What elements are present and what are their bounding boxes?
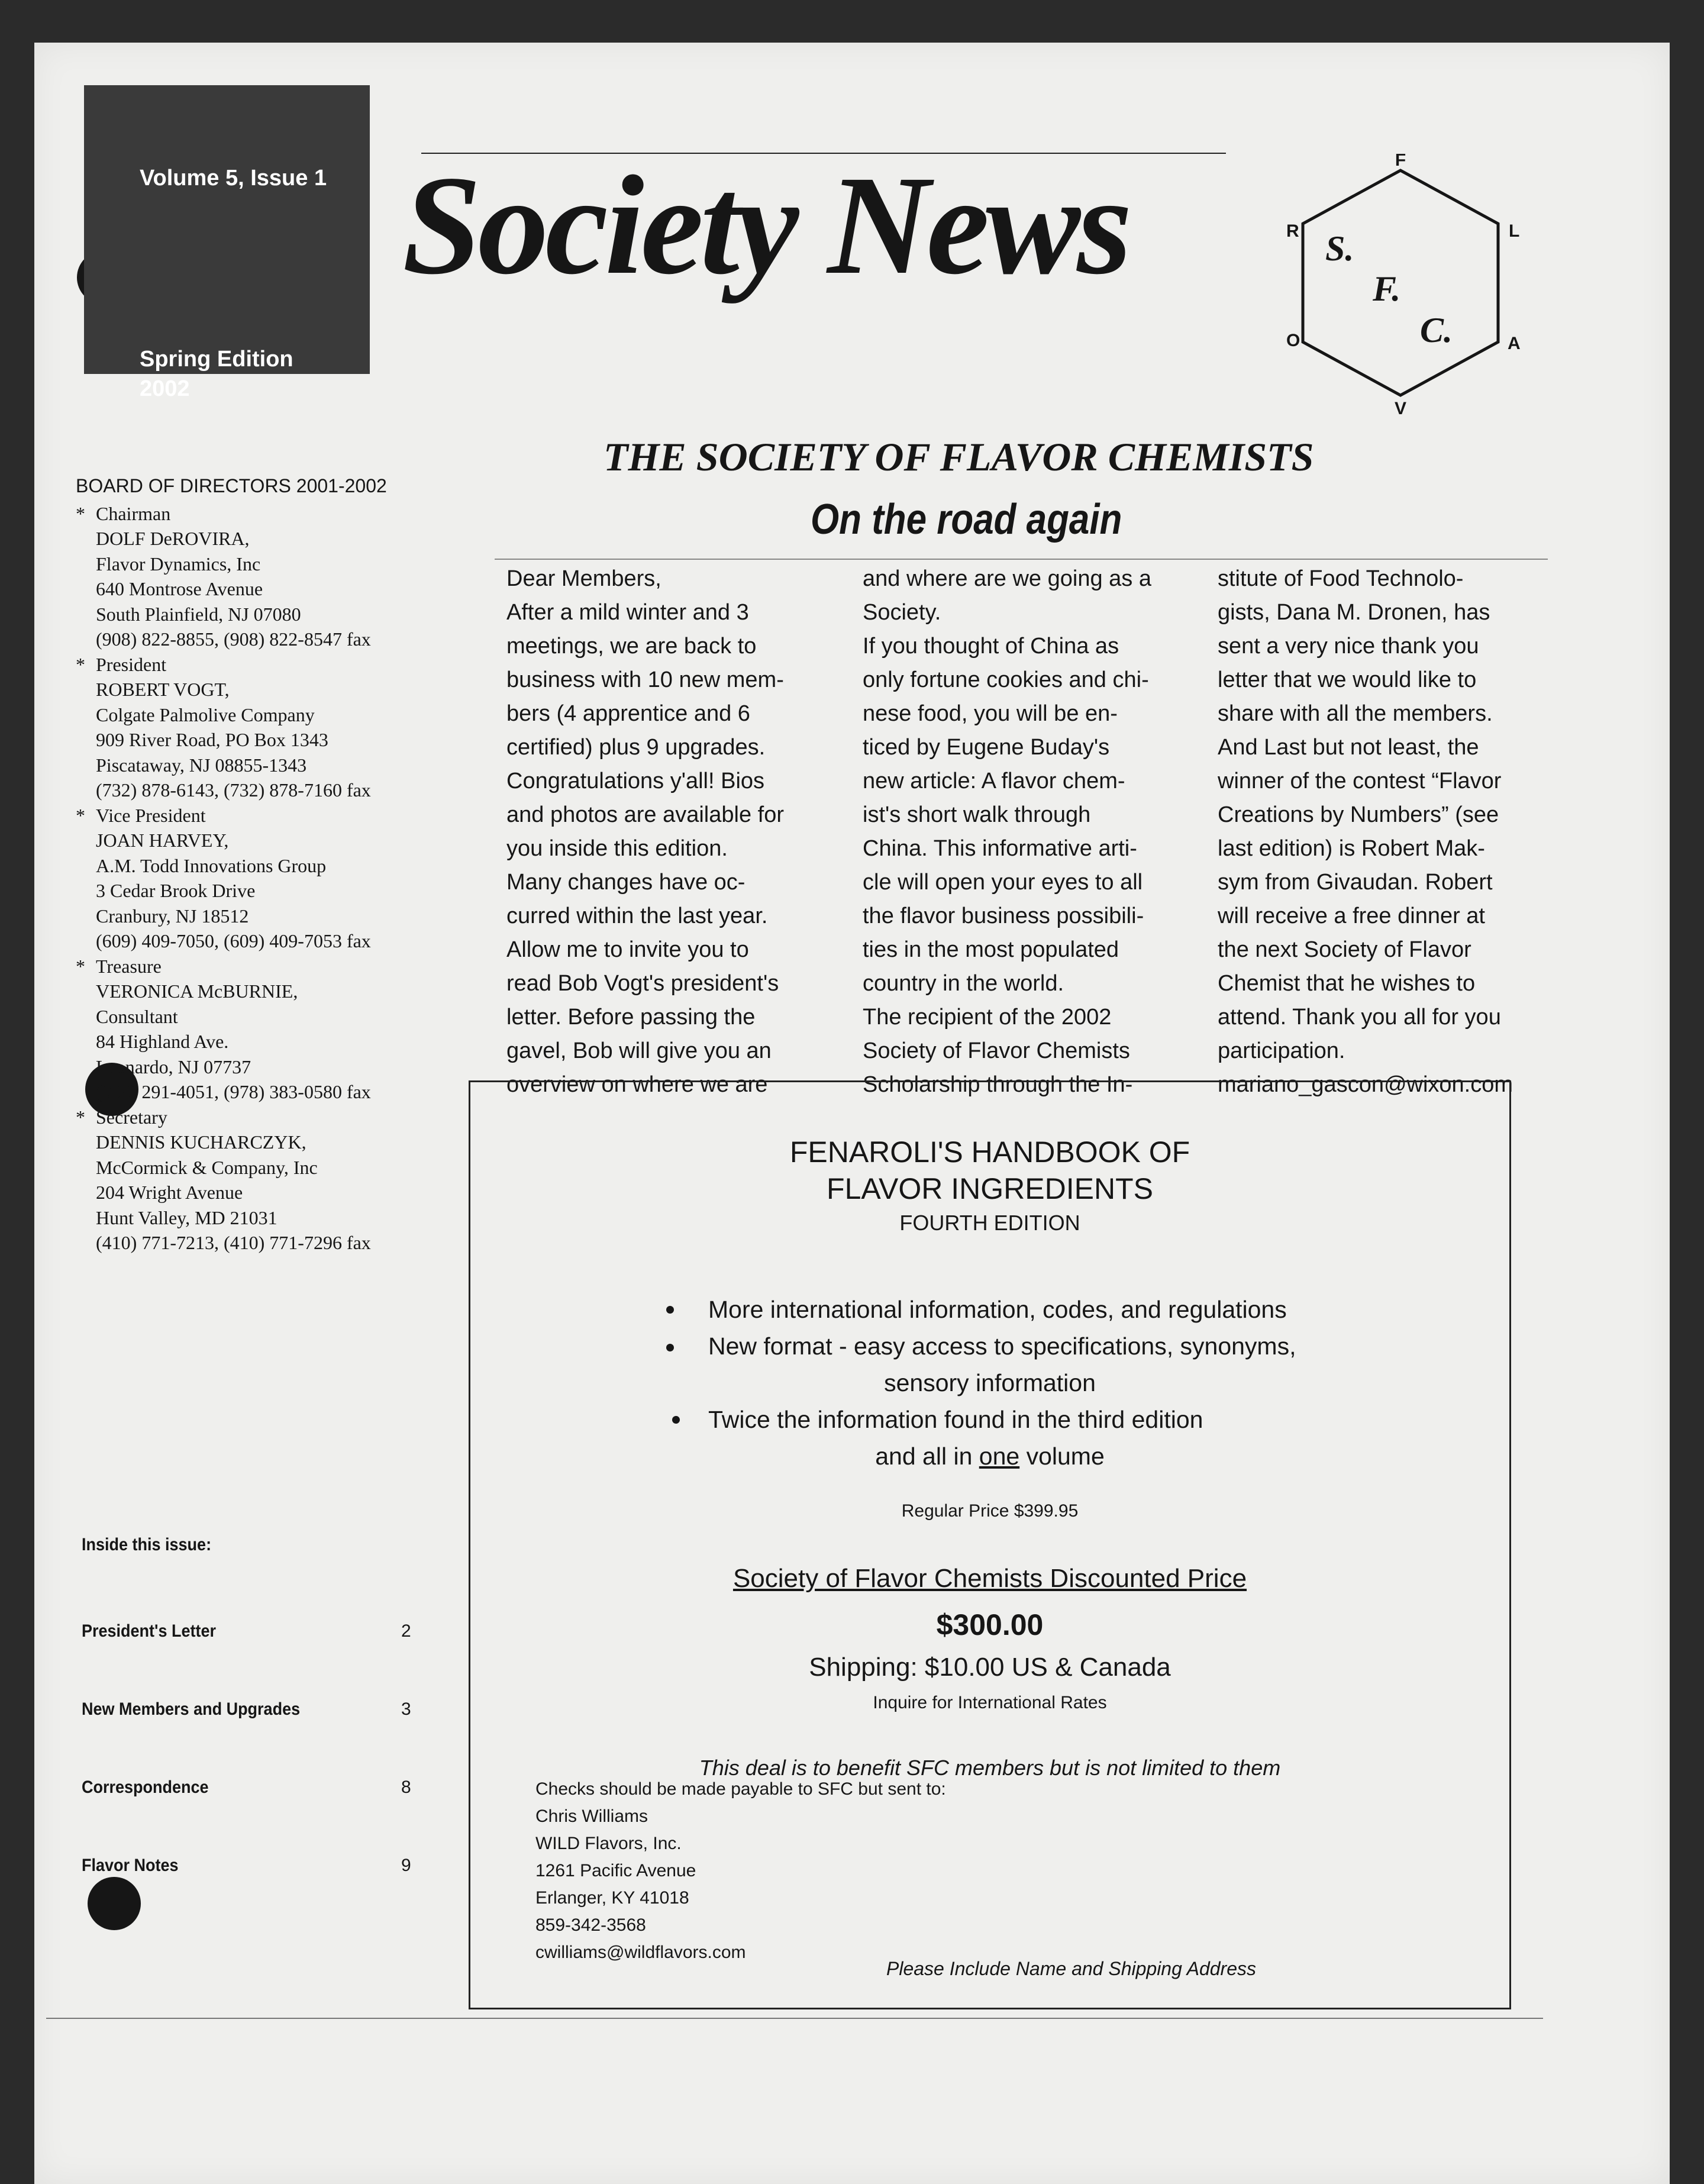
officer-detail: 640 Montrose Avenue [96,578,263,599]
article-line: After a mild winter and 3 [506,600,749,625]
article-line: ticed by Eugene Buday's [863,735,1110,760]
article-line: the next Society of Flavor [1218,937,1471,962]
article-line: Congratulations y'all! Bios [506,769,765,793]
article-line: Dear Members, [506,566,661,591]
article-line: cle will open your eyes to all [863,870,1143,895]
officer-detail: Hunt Valley, MD 21031 [96,1206,277,1228]
logo-letter-o: O [1286,331,1300,350]
officer-detail: (908) 822-8855, (908) 822-8547 fax [96,628,371,650]
toc-item-page: 8 [401,1777,411,1797]
article-line: new article: A flavor chem- [863,769,1125,793]
toc-item-page: 3 [401,1699,411,1719]
article-line: And Last but not least, the [1218,735,1479,760]
sfc-hexagon-logo [1278,154,1526,426]
ad-bullet-3-text-end: volume [1019,1443,1105,1470]
ad-regular-price: Regular Price $399.95 [901,1501,1079,1521]
toc-item-title: Flavor Notes [82,1856,179,1875]
article-line: Allow me to invite you to [506,937,749,962]
ad-title-line-1: FENAROLI'S HANDBOOK OF [789,1135,1190,1169]
article-line: participation. [1218,1038,1345,1063]
ad-title-line-2: FLAVOR INGREDIENTS [827,1172,1153,1205]
article-line: Many changes have oc- [506,870,746,895]
article-line: meetings, we are back to [506,634,757,659]
officer-detail: Piscataway, NJ 08855-1343 [96,754,307,776]
ad-discount-price: $300.00 [936,1608,1044,1641]
officer-marker: * [76,502,85,524]
article-line: If you thought of China as [863,634,1119,659]
bullet-dot [666,1344,674,1351]
officer-marker: * [76,955,85,977]
officer-name: VERONICA McBURNIE, [96,980,298,1002]
officer-role: Vice President [96,804,206,826]
article-line: Creations by Numbers” (see [1218,802,1499,827]
binder-hole-bottom [88,1877,141,1930]
ad-include-note: Please Include Name and Shipping Address [886,1958,1256,1979]
article-line: bers (4 apprentice and 6 [506,701,750,726]
toc-item-page: 9 [401,1856,411,1875]
logo-letter-r: R [1286,221,1299,241]
article-line: China. This informative arti- [863,836,1137,861]
edition-year: 2002 [140,376,190,401]
article-line: Scholarship through the In- [863,1072,1133,1097]
ad-checks-note: Checks should be made payable to SFC but sent to: [535,1779,946,1799]
officer-marker: * [76,804,85,826]
officer-detail: (908) 291-4051, (978) 383-0580 fax [96,1081,371,1102]
officer-detail: 3 Cedar Brook Drive [96,880,256,901]
officer-detail: McCormick & Company, Inc [96,1156,318,1178]
article-line: sym from Givaudan. Robert [1218,870,1493,895]
officer-detail: Leonardo, NJ 07737 [96,1056,251,1078]
board-heading: BOARD OF DIRECTORS 2001-2002 [76,475,387,496]
ad-shipping: Shipping: $10.00 US & Canada [809,1653,1171,1682]
article-line: ties in the most populated [863,937,1119,962]
officer-detail: Cranbury, NJ 18512 [96,905,249,927]
logo-letter-l: L [1509,221,1520,241]
article-line: Society. [863,600,941,625]
article-line: the flavor business possibili- [863,904,1144,928]
edition-season: Spring Edition [140,347,293,372]
article-column-3 [1218,562,1549,1102]
officer-name: DENNIS KUCHARCZYK, [96,1131,306,1153]
article-line: business with 10 new mem- [506,667,784,692]
article-line: attend. Thank you all for you [1218,1005,1501,1030]
article-line: country in the world. [863,971,1064,996]
society-name: THE SOCIETY OF FLAVOR CHEMISTS [604,434,1314,479]
fenaroli-handbook-ad [469,1080,1511,2009]
logo-letter-a: A [1508,334,1521,353]
article-line: read Bob Vogt's president's [506,971,779,996]
article-line: stitute of Food Technolo- [1218,566,1464,591]
officer-role: Treasure [96,955,162,977]
ad-discount-label: Society of Flavor Chemists Discounted Price [732,1564,1247,1593]
ad-contact-street: 1261 Pacific Avenue [535,1861,696,1880]
article-line: you inside this edition. [506,836,728,861]
board-officer [76,652,460,678]
logo-monogram-f: F. [1373,269,1401,308]
article-line: will receive a free dinner at [1218,904,1485,928]
officer-marker: * [76,653,85,675]
ad-bullet-3-emphasis: one [979,1443,1020,1470]
article-line: share with all the members. [1218,701,1493,726]
article-line: Chemist that he wishes to [1218,971,1476,996]
officer-name: JOAN HARVEY, [96,830,229,851]
toc-item-title: Correspondence [82,1777,209,1797]
board-officer [76,1105,460,1130]
ad-bullet-2-line-1: New format - easy access to specifications, synonyms, [708,1333,1296,1360]
ad-bullet-2-line-2: sensory information [884,1369,1096,1396]
bullet-dot [666,1306,674,1314]
ad-contact-email: cwilliams@wildflavors.com [535,1943,746,1962]
volume-box [84,85,370,401]
officer-detail: 84 Highland Ave. [96,1031,229,1052]
ad-contact-city: Erlanger, KY 41018 [535,1888,689,1908]
officer-role: Secretary [96,1106,167,1128]
bullet-dot [672,1416,680,1424]
logo-monogram-s: S. [1325,229,1354,268]
board-of-directors [76,473,460,1256]
officer-detail: South Plainfield, NJ 07080 [96,603,301,625]
article-line: last edition) is Robert Mak- [1218,836,1485,861]
logo-letter-v: V [1394,399,1407,418]
article-line: and photos are available for [506,802,784,827]
article-line: curred within the last year. [506,904,768,928]
article-line: The recipient of the 2002 [863,1005,1112,1030]
officer-detail: (410) 771-7213, (410) 771-7296 fax [96,1232,371,1253]
article-title: On the road again [811,496,1122,543]
ad-edition: FOURTH EDITION [899,1211,1080,1235]
officer-detail: (609) 409-7050, (609) 409-7053 fax [96,930,371,951]
article-line: mariano_gascon@wixon.com [1218,1072,1513,1097]
officer-detail: 204 Wright Avenue [96,1182,243,1203]
ad-bullet-1: More international information, codes, and regulations [708,1296,1287,1323]
ad-contact-phone: 859-342-3568 [535,1915,646,1935]
article-line: letter that we would like to [1218,667,1477,692]
logo-letter-f: F [1395,154,1406,170]
article-column-2 [863,562,1194,1102]
article-line: ist's short walk through [863,802,1091,827]
article-line: nese food, you will be en- [863,701,1118,726]
officer-detail: A.M. Todd Innovations Group [96,854,327,876]
ad-contact-name: Chris Williams [535,1806,648,1826]
ad-contact-company: WILD Flavors, Inc. [535,1834,682,1853]
ad-international-rates: Inquire for International Rates [873,1693,1107,1712]
article-line: overview on where we are [506,1072,768,1097]
article-line: winner of the contest “Flavor [1218,769,1502,793]
article-line: gists, Dana M. Dronen, has [1218,600,1490,625]
toc-item-title: New Members and Upgrades [82,1699,301,1719]
footer-rule [46,2018,1543,2019]
article-line: and where are we going as a [863,566,1151,591]
officer-detail: Consultant [96,1005,178,1027]
ad-bullet-3-line-2 [470,1438,1509,1474]
officer-role: Chairman [96,502,171,524]
newsletter-title: Society News [402,146,1129,304]
ad-benefit-note: This deal is to benefit SFC members but is not limited to them [699,1756,1281,1780]
officer-detail: Colgate Palmolive Company [96,704,315,725]
toc-item-page: 2 [401,1621,411,1641]
article-line: certified) plus 9 upgrades. [506,735,766,760]
ad-bullet-3-line-1: Twice the information found in the third edition [708,1406,1203,1433]
ad-bullet-3-text: and all in [875,1443,979,1470]
toc-item-title: President's Letter [82,1621,216,1641]
article-line: letter. Before passing the [506,1005,756,1030]
article-line: sent a very nice thank you [1218,634,1479,659]
officer-detail: Flavor Dynamics, Inc [96,553,261,575]
article-line: Society of Flavor Chemists [863,1038,1130,1063]
board-officer [76,501,460,527]
officer-name: DOLF DeROVIRA, [96,528,250,549]
officer-detail: (732) 878-6143, (732) 878-7160 fax [96,779,371,801]
inside-issue-heading: Inside this issue: [82,1535,212,1554]
board-officer [76,954,460,979]
officer-marker: * [76,1106,85,1128]
logo-monogram-c: C. [1420,311,1453,350]
volume-issue: Volume 5, Issue 1 [140,166,327,191]
article-column-1 [506,562,838,1102]
article-line: only fortune cookies and chi- [863,667,1149,692]
ad-contact-block [535,1776,946,1966]
officer-role: President [96,653,167,675]
officer-detail: 909 River Road, PO Box 1343 [96,729,328,750]
board-officer [76,803,460,828]
officer-name: ROBERT VOGT, [96,679,230,700]
article-line: gavel, Bob will give you an [506,1038,772,1063]
article-rule [495,559,1548,560]
